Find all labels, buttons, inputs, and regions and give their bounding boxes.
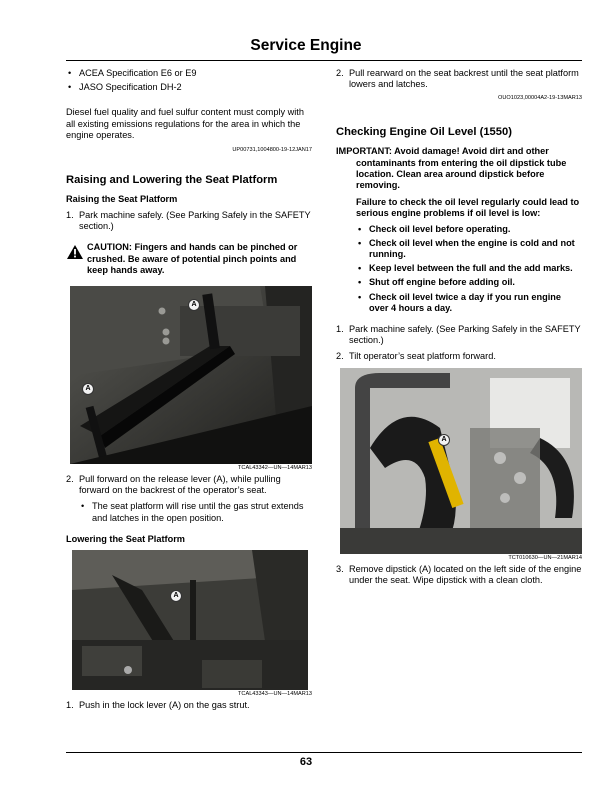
list-item: • ACEA Specification E6 or E9 (66, 68, 312, 79)
step-number: 2. (336, 68, 344, 78)
callout-label: A (188, 299, 200, 311)
section-heading-oil-level: Checking Engine Oil Level (1550) (336, 126, 512, 139)
section-heading-seat-platform: Raising and Lowering the Seat Platform (66, 174, 278, 187)
list-item: • Check oil level when the engine is cold and not running. (356, 238, 582, 260)
step-text: Pull rearward on the seat backrest until the seat platform lowers and latches. (349, 68, 579, 90)
step-item (336, 68, 582, 90)
oil-check-list (336, 224, 582, 314)
engine-dipstick-illustration (340, 368, 582, 554)
list-item: • The seat platform will rise until the gas strut extends and latches in the open position. (79, 501, 312, 523)
footer-rule (66, 752, 582, 753)
list-item: • JASO Specification DH-2 (66, 82, 312, 93)
important-notice: IMPORTANT: Avoid damage! Avoid dirt and other contaminants from entering the oil dipstick tube location. Clean area around dipstick before removing. (336, 146, 567, 191)
list-item: • Check oil level before operating. (356, 224, 582, 235)
step-number: 1. (66, 699, 74, 710)
callout-label: A (82, 383, 94, 395)
seat-platform-illustration (70, 286, 312, 464)
callout-label: A (170, 590, 182, 602)
engine-dipstick-photo (340, 368, 582, 554)
page-number: 63 (299, 756, 313, 768)
step-item (336, 351, 582, 362)
step-item (66, 210, 312, 232)
step-item (336, 564, 582, 586)
figure-caption: TCAL43342—UN—14MAR13 (238, 465, 312, 472)
figure-caption: TCAL43343—UN—14MAR13 (238, 690, 312, 697)
step-number: 1. (336, 324, 344, 335)
step-item (336, 324, 582, 346)
gas-strut-illustration (72, 550, 308, 690)
list-item: • Keep level between the full and the add marks. (356, 263, 582, 274)
step-number: 2. (66, 474, 74, 485)
step-number: 1. (66, 210, 74, 221)
step-text: Push in the lock lever (A) on the gas strut. (79, 699, 250, 710)
header-rule (66, 60, 582, 61)
step-item (66, 474, 312, 496)
step-text: Remove dipstick (A) located on the left side of the engine under the seat. Wipe dipstick with a clean cloth. (349, 563, 582, 585)
list-item: • Check oil level twice a day if you run engine over 4 hours a day. (356, 292, 582, 314)
step-item (66, 700, 312, 711)
step-number: 2. (336, 351, 344, 362)
subheading-lowering: Lowering the Seat Platform (66, 533, 185, 544)
callout-label: A (438, 434, 450, 446)
seat-platform-photo (70, 286, 312, 464)
step-text: Pull forward on the release lever (A), while pulling forward on the backrest of the operator’s seat. (79, 474, 281, 496)
subheading-raising: Raising the Seat Platform (66, 194, 178, 205)
step-text: Park machine safely. (See Parking Safely in the SAFETY section.) (349, 324, 581, 346)
step-number: 3. (336, 563, 344, 574)
caution-block (66, 242, 312, 276)
right-column (336, 68, 582, 591)
reference-code: OUO1023,00004A2-19-13MAR13 (498, 95, 582, 102)
reference-code: UP00731,1004800-19-12JAN17 (232, 147, 312, 154)
step-text: Tilt operator’s seat platform forward. (349, 351, 496, 362)
warning-triangle-icon (67, 245, 83, 259)
step-text: Park machine safely. (See Parking Safely in the SAFETY section.) (79, 210, 311, 232)
failure-warning: Failure to check the oil level regularly could lead to serious engine problems if oil level is low: (356, 197, 580, 219)
left-column (66, 68, 312, 716)
list-item: • Shut off engine before adding oil. (356, 277, 582, 288)
caution-text: CAUTION: Fingers and hands can be pinched or crushed. Be aware of potential pinch points and keep hands away. (87, 242, 298, 275)
figure-caption: TCT010630—UN—21MAR14 (508, 554, 582, 561)
page-title: Service Engine (250, 37, 362, 54)
gas-strut-photo (72, 550, 308, 690)
fuel-paragraph: Diesel fuel quality and fuel sulfur content must comply with all existing emissions regulations for the area in which the engine operates. (66, 107, 304, 140)
